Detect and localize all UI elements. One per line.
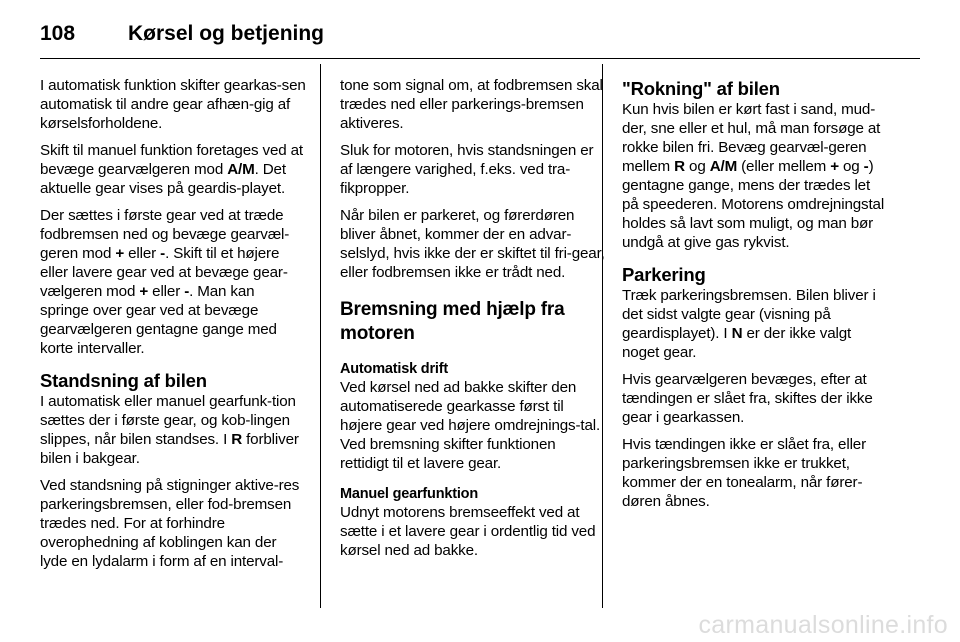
heading-standsning: Standsning af bilen: [40, 370, 207, 391]
page-number: 108: [40, 22, 76, 45]
paragraph-rocking: Kun hvis bilen er kørt fast i sand, mud-der, sne eller et hul, må man forsøge at rokke bilen fri. Bevæg gearvæl-geren mellem R og A/M (eller mellem + og -) gentagne gange, mens der trædes let på speederen. Motorens omdrejningstal holdes så lavt som muligt, og man bør undgå at give gas rykvist.: [622, 101, 885, 251]
paragraph-stopping: I automatisk eller manuel gearfunk-tion sættes der i første gear, og kob-lingen slippes, når bilen standses. I R forbliver bilen i bakgear.: [40, 393, 299, 467]
column-3: [622, 78, 888, 519]
heading-engine-braking: Bremsning med hjælp fra motoren: [340, 299, 565, 344]
paragraph-manual-mode: Skift til manuel funktion foretages ved at bevæge gearvælgeren mod A/M. Det aktuelle gear vises på geardis-playet.: [40, 142, 304, 197]
heading-parking: Parkering: [622, 264, 706, 285]
paragraph-parking-brake: Træk parkeringsbremsen. Bilen bliver i det sidst valgte gear (visning på geardisplayet). I N er der ikke valgt noget gear.: [622, 287, 876, 361]
page-title: Kørsel og betjening: [128, 22, 325, 45]
paragraph-first-gear: Der sættes i første gear ved at træde fodbremsen ned og bevæge gearvæl-geren mod + eller -. Skift til et højere eller lavere gear ved at bevæge gear-vælgeren mod + eller -. Man kan springe over gear ved at bevæge gearvælgeren gentagne gange med korte intervaller.: [40, 207, 290, 357]
paragraph-tone-alarm: Hvis tændingen ikke er slået fra, eller parkeringsbremsen ikke er trukket, kommer der en tonealarm, når fører-døren åbnes.: [622, 436, 867, 510]
heading-rocking: "Rokning" af bilen: [622, 78, 780, 99]
paragraph-downhill-manual: Udnyt motorens bremseeffekt ved at sætte i et lavere gear i ordentlig tid ved kørsel ned ad bakke.: [340, 504, 596, 559]
paragraph-downhill-auto: Ved kørsel ned ad bakke skifter den automatiserede gearkasse først til højere gear ved højere omdrejnings-tal. Ved bremsning skifter funktionen rettidigt til et lavere gear.: [340, 379, 601, 472]
paragraph-tone-signal: tone som signal om, at fodbremsen skal trædes ned eller parkerings-bremsen aktiveres.: [340, 77, 603, 132]
subheading-automatic: Automatisk drift: [340, 361, 448, 377]
column-2: [340, 76, 606, 568]
paragraph-ignition-off: Hvis gearvælgeren bevæges, efter at tændingen er slået fra, skiftes der ikke gear i gearkassen.: [622, 371, 873, 426]
column-divider-left: [320, 64, 321, 608]
paragraph-automatic-mode: I automatisk funktion skifter gearkas-sen automatisk til andre gear afhæn-gig af kørselsforholdene.: [40, 77, 306, 132]
column-1: [40, 76, 306, 579]
paragraph-door-warning: Når bilen er parkeret, og førerdøren bliver åbnet, kommer der en advar-selslyd, hvis ikke der er skiftet til fri-gear, eller fodbremsen ikke er trådt ned.: [340, 207, 605, 281]
paragraph-hill-stop: Ved standsning på stigninger aktive-res parkeringsbremsen, eller fod-bremsen trædes ned. For at forhindre overophedning af koblingen kan der lyde en lydalarm i form af en interval-: [40, 477, 300, 570]
page-header: [40, 18, 920, 58]
subheading-manual: Manuel gearfunktion: [340, 486, 478, 502]
watermark: carmanualsonline.info: [698, 611, 948, 639]
paragraph-engine-off: Sluk for motoren, hvis standsningen er af længere varighed, f.eks. ved tra-fikpropper.: [340, 142, 594, 197]
header-rule: [40, 58, 920, 59]
